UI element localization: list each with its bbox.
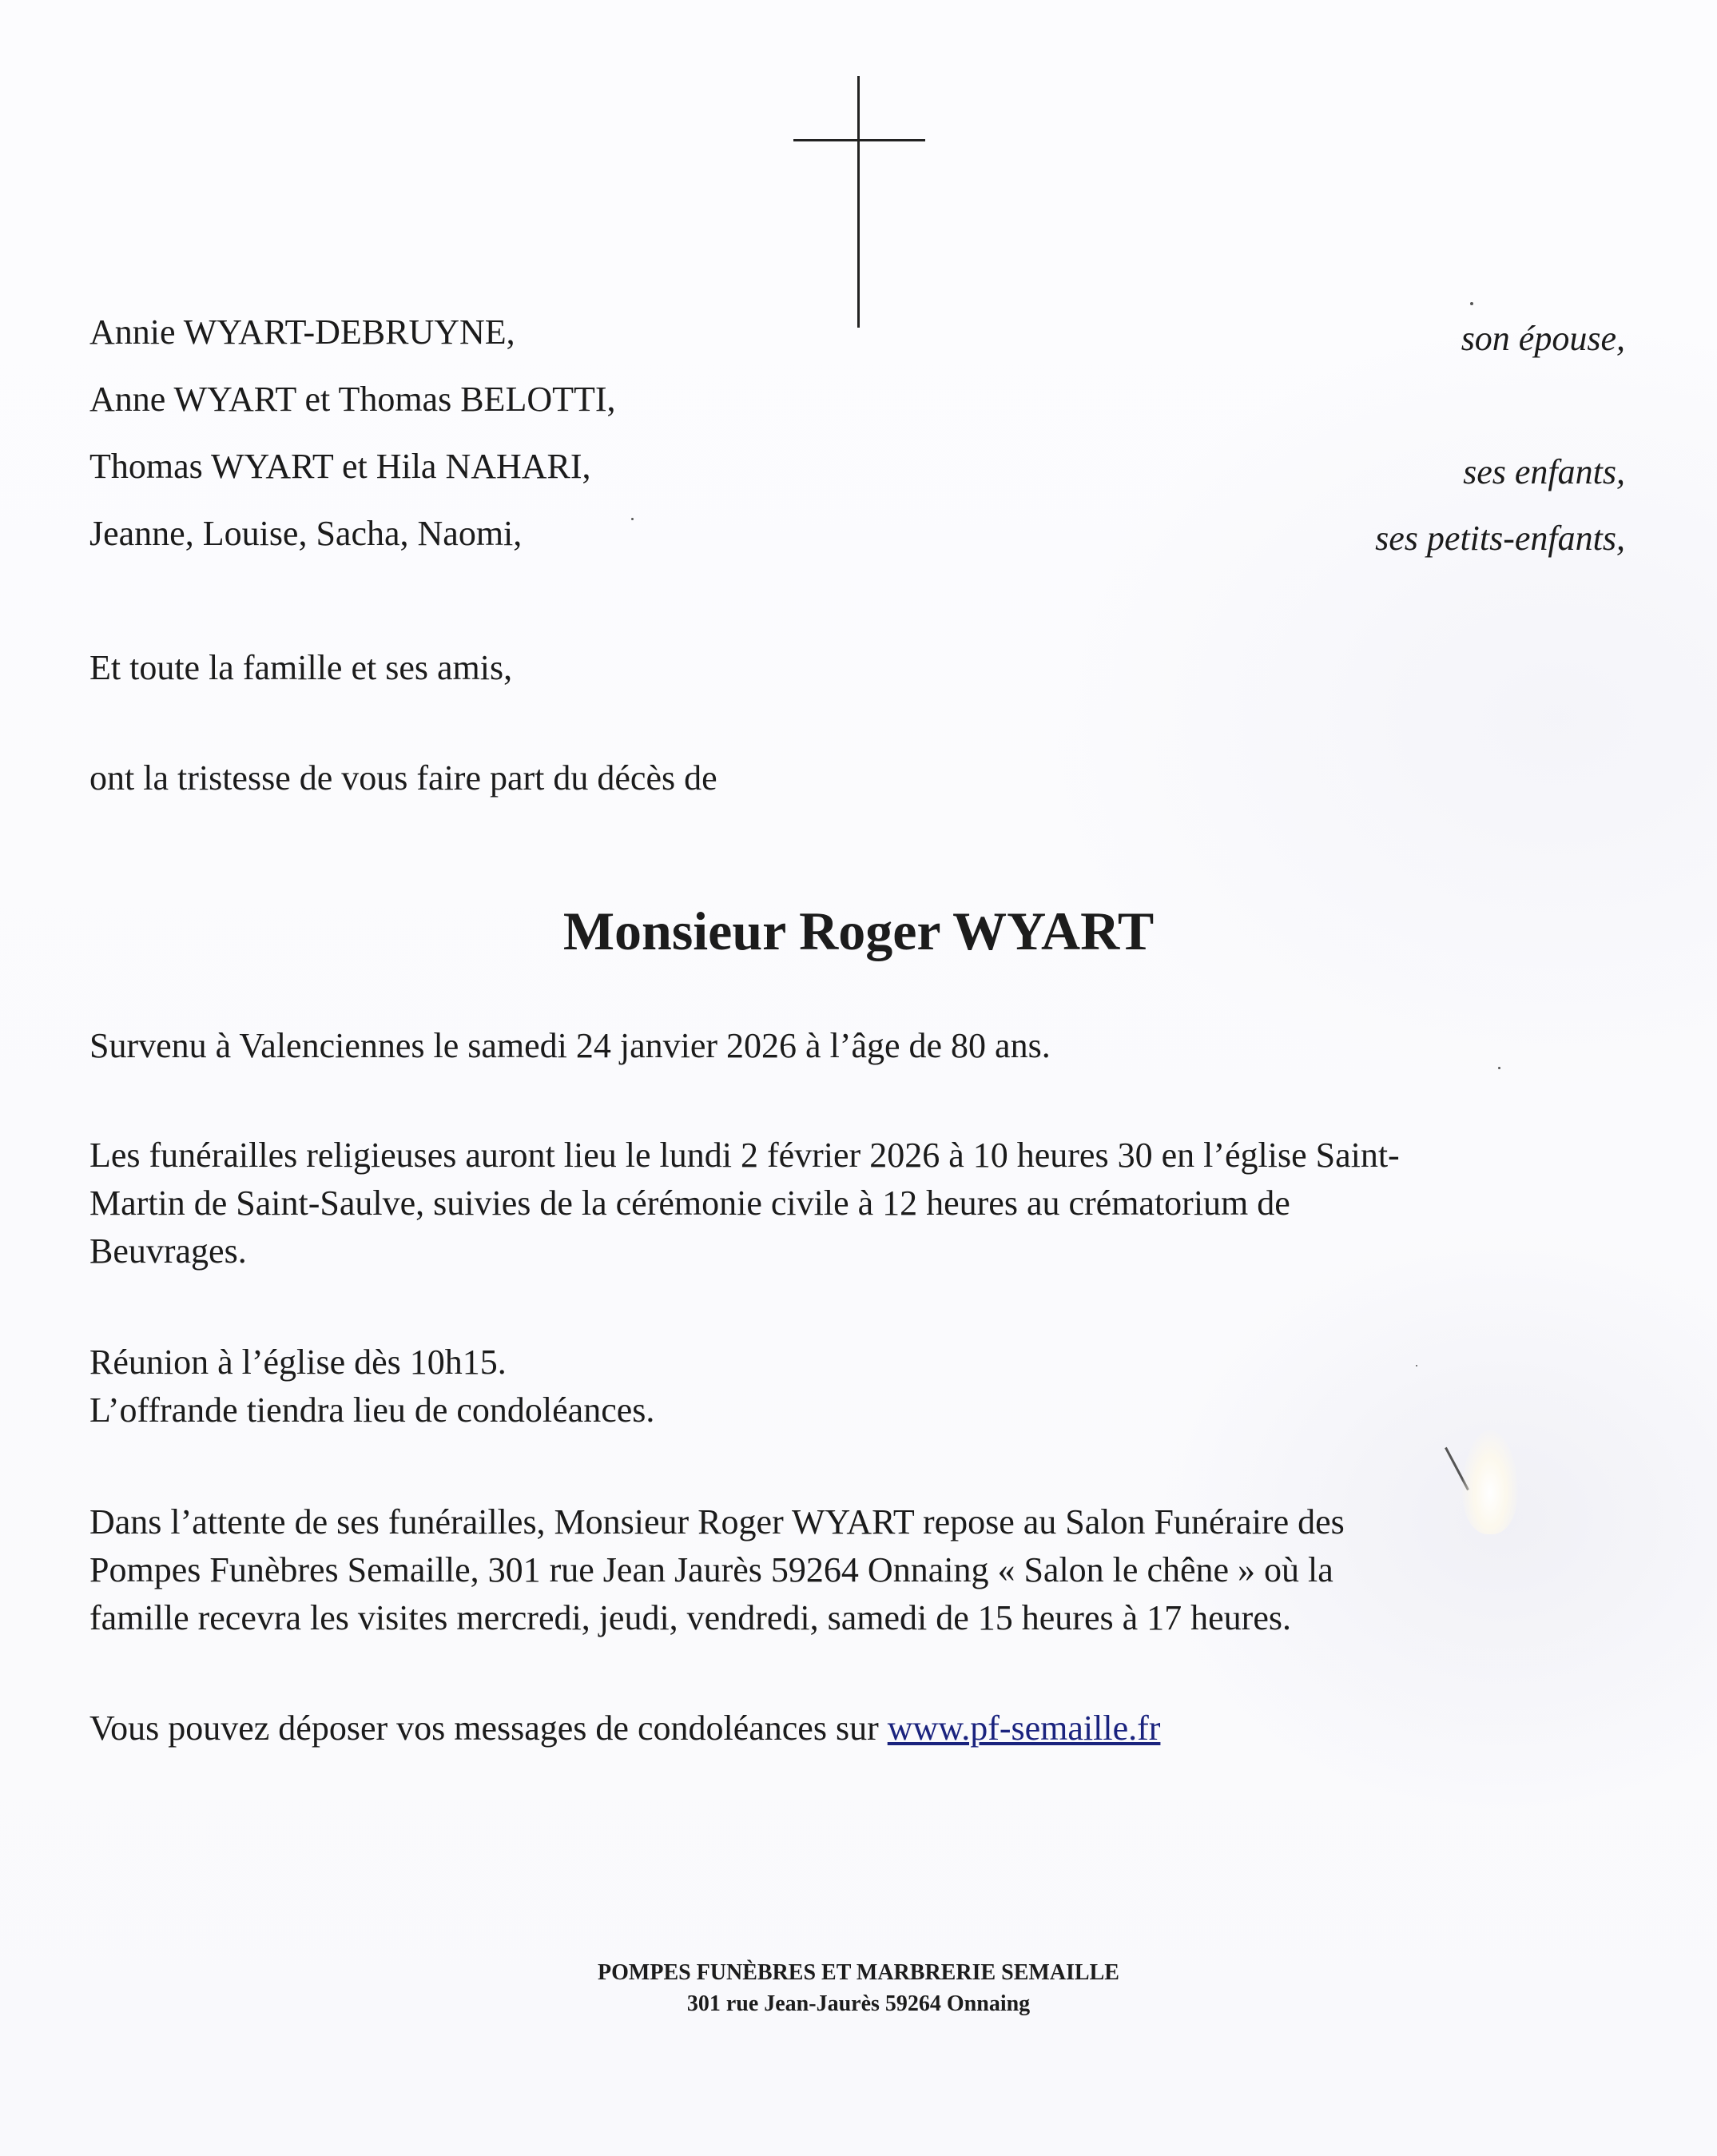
- repose-paragraph: [89, 1498, 1632, 1642]
- meeting-paragraph: [89, 1339, 1632, 1434]
- family-line-spouse: Annie WYART-DEBRUYNE,: [89, 312, 515, 352]
- funeral-line-3: Beuvrages.: [89, 1231, 247, 1271]
- condolence-website-link[interactable]: www.pf-semaille.fr: [887, 1708, 1161, 1748]
- scan-speck: [1498, 1067, 1500, 1069]
- repose-line-3: famille recevra les visites mercredi, jeudi, vendredi, samedi de 15 heures à 17 heures.: [89, 1598, 1291, 1637]
- condolence-text: Vous pouvez déposer vos messages de condoléances sur: [89, 1708, 888, 1748]
- candle-flame-decoration: [1462, 1430, 1518, 1534]
- repose-line-1: Dans l’attente de ses funérailles, Monsieur Roger WYART repose au Salon Funéraire des: [89, 1502, 1345, 1541]
- footer-address: 301 rue Jean-Jaurès 59264 Onnaing: [686, 1991, 1031, 2016]
- family-line-child-1: Anne WYART et Thomas BELOTTI,: [89, 380, 616, 419]
- funeral-line-1: Les funérailles religieuses auront lieu le lundi 2 février 2026 à 10 heures 30 en l’église Saint-: [89, 1136, 1400, 1175]
- scan-speck: [1416, 1365, 1417, 1366]
- role-children: ses enfants,: [1463, 452, 1625, 491]
- death-details: Survenu à Valenciennes le samedi 24 janvier 2026 à l’âge de 80 ans.: [89, 1026, 1051, 1065]
- deceased-name: Monsieur Roger WYART: [562, 901, 1155, 961]
- scan-speck: [631, 518, 634, 520]
- repose-line-2: Pompes Funèbres Semaille, 301 rue Jean Jaurès 59264 Onnaing « Salon le chêne » où la: [89, 1550, 1333, 1589]
- family-extended: Et toute la famille et ses amis,: [89, 648, 513, 687]
- family-line-grandchildren: Jeanne, Louise, Sacha, Naomi,: [89, 514, 523, 553]
- announcement: ont la tristesse de vous faire part du décès de: [89, 758, 717, 798]
- scan-speck: [1470, 302, 1473, 305]
- role-spouse: son épouse,: [1461, 319, 1625, 358]
- footer-company: POMPES FUNÈBRES ET MARBRERIE SEMAILLE: [598, 1960, 1119, 1985]
- funeral-line-2: Martin de Saint-Saulve, suivies de la cérémonie civile à 12 heures au crématorium de: [89, 1183, 1290, 1223]
- meeting-line-2: L’offrande tiendra lieu de condoléances.: [89, 1390, 655, 1430]
- funeral-paragraph: [89, 1132, 1632, 1275]
- condolence-line: [89, 1708, 1160, 1749]
- meeting-line-1: Réunion à l’église dès 10h15.: [89, 1343, 507, 1382]
- family-line-child-2: Thomas WYART et Hila NAHARI,: [89, 447, 591, 486]
- role-grandchildren: ses petits-enfants,: [1375, 519, 1625, 558]
